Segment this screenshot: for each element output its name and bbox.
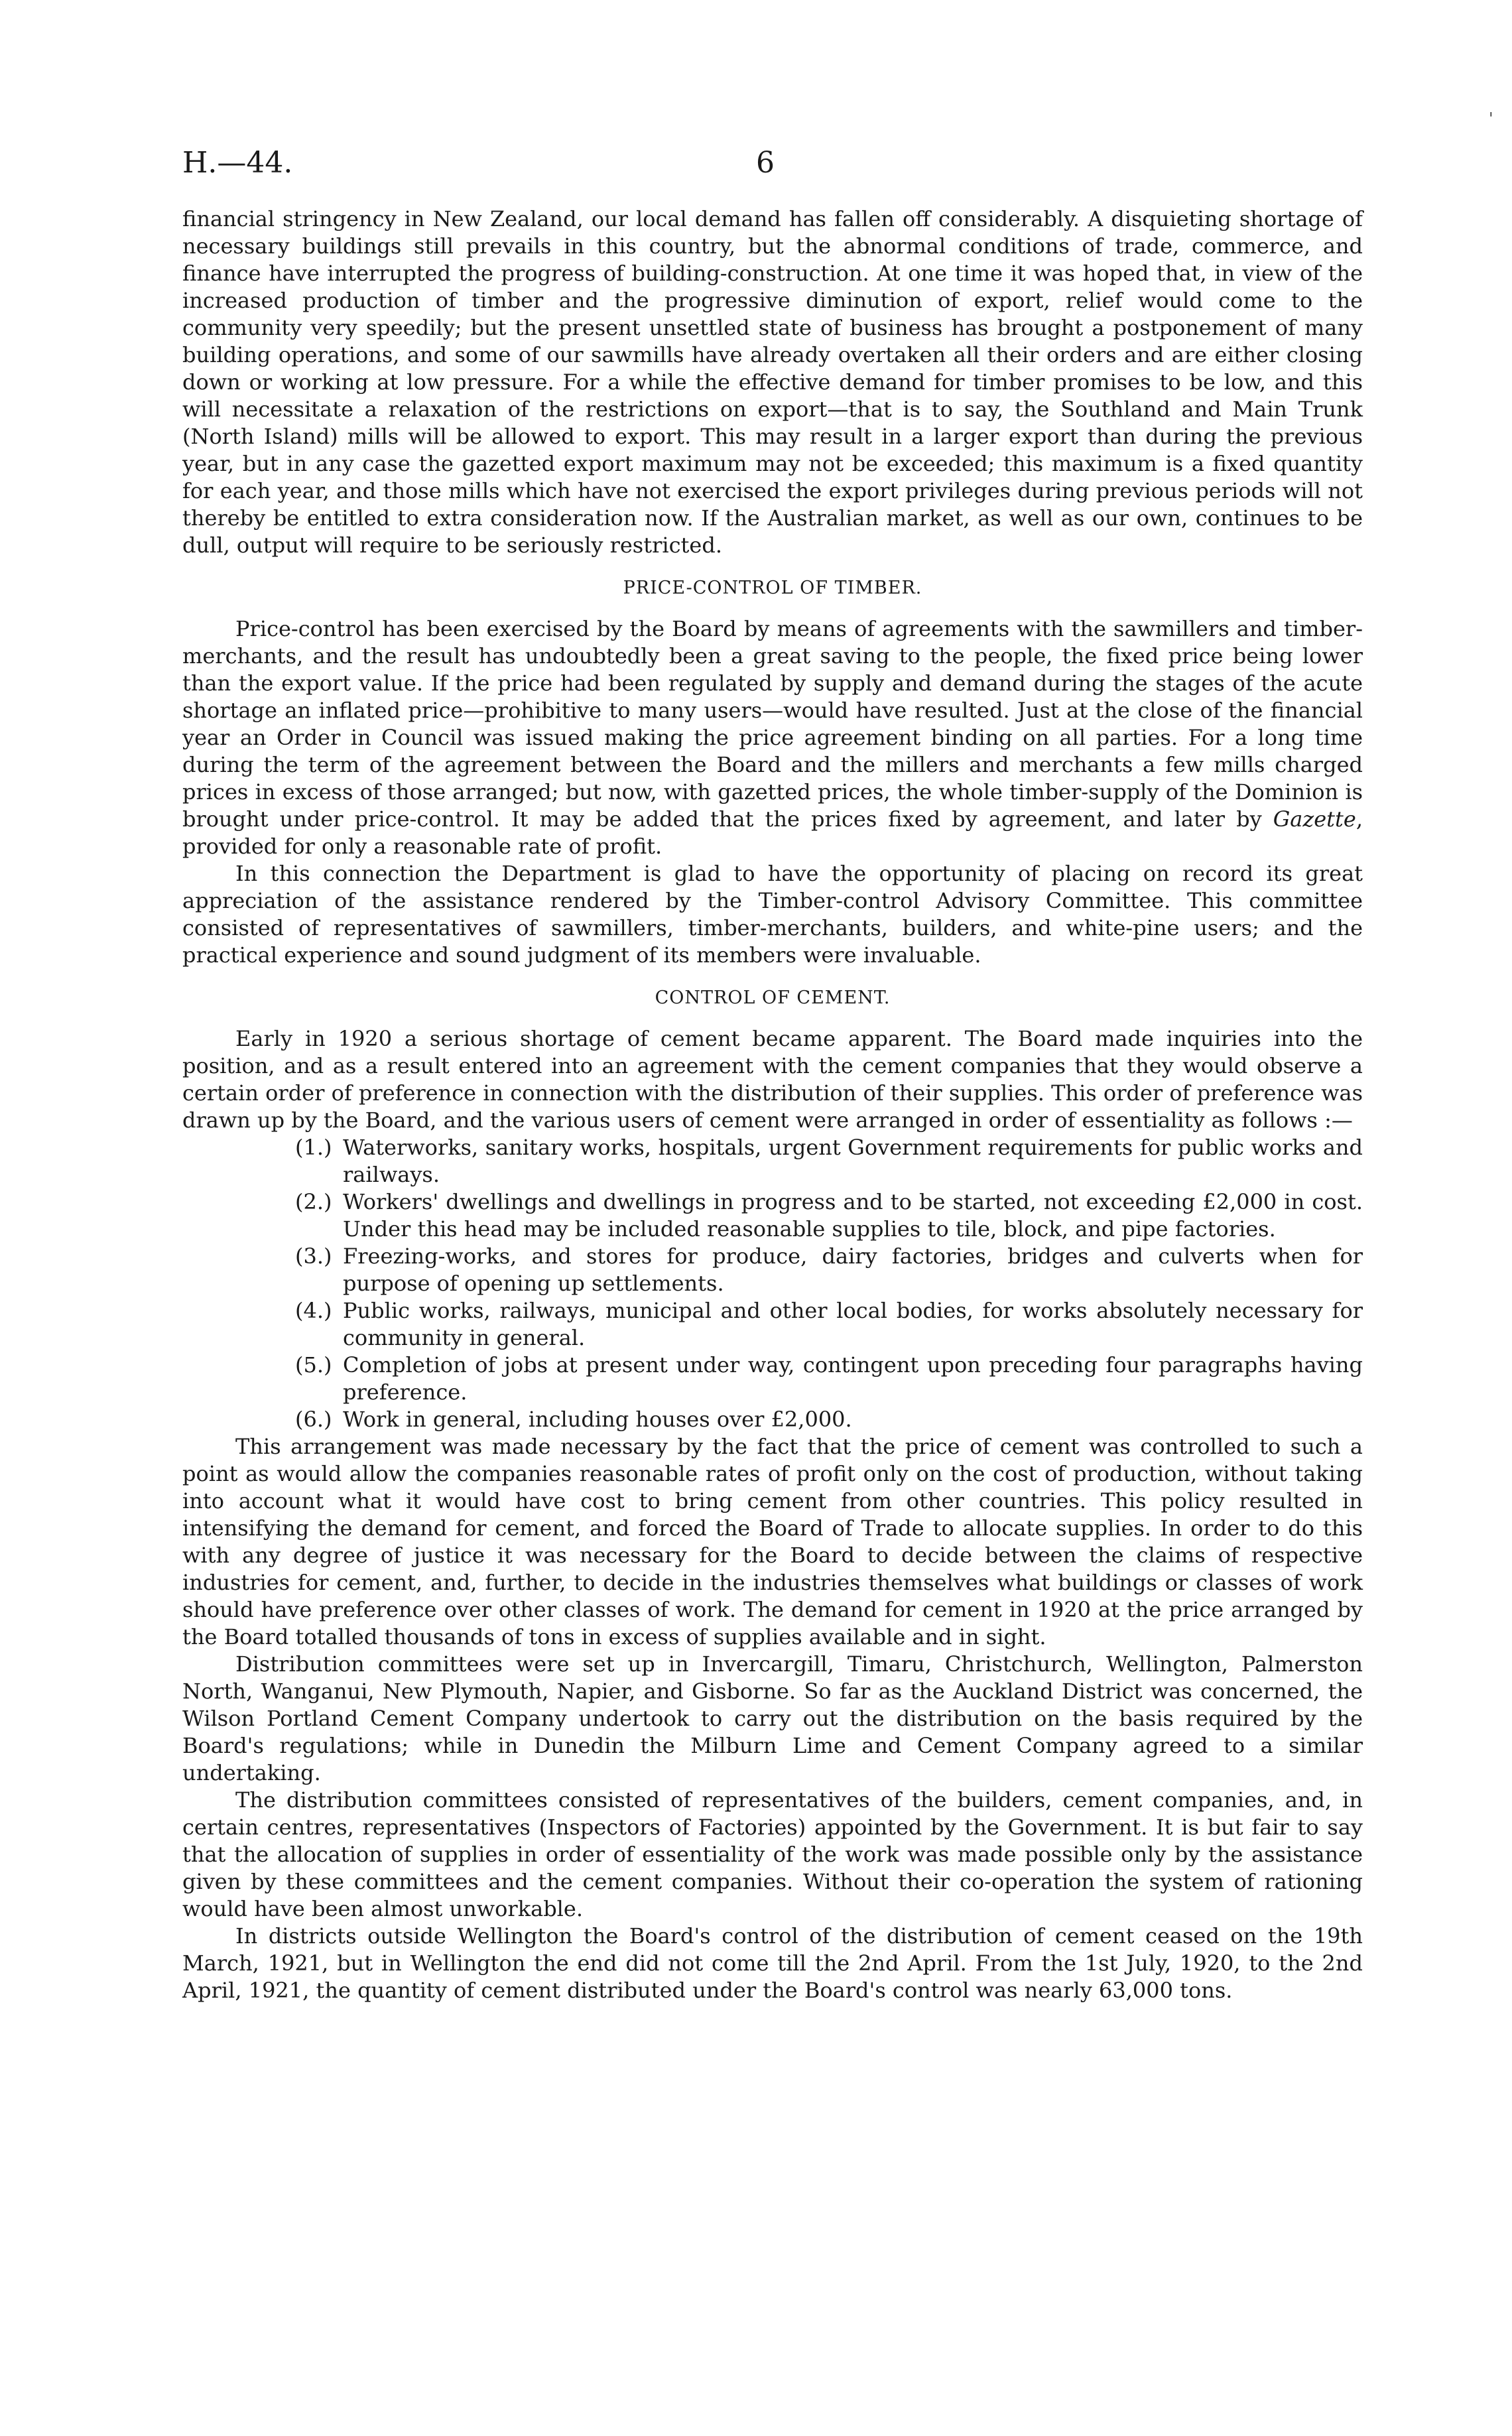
timber-paragraph-1: Price-control has been exercised by the Board by means of agreements with the sawmillers and timber-merchants, and the result has undoubtedly been a great saving to the people, the fixed price being lower than the export value. If the price had been regulated by supply and demand during the stages of the acute shortage an inflated price—prohibitive to many users—would have resulted. Just at the close of the financial year an Order in Council was issued making the price agreement binding on all parties. For a long time during the term of the agreement between the Board and the millers and merchants a few mills charged prices in excess of those arranged; but now, with gazetted prices, the whole timber-supply of the Dominion is brought under price-control. It may be added that the prices fixed by agreement, and later by Gazette, provided for only a reasonable rate of profit.	[182, 616, 1363, 859]
gazette-italic: Gazette	[1273, 806, 1356, 832]
document-page	[182, 146, 1363, 2004]
margin-mark: '	[1489, 109, 1493, 128]
preference-item: (6.) Work in general, including houses over £2,000.	[295, 1407, 852, 1432]
preference-item: (2.) Workers' dwellings and dwellings in progress and to be started, not exceeding £2,000 in cost. Under this head may be included reasonable supplies to tile, block, and pipe factories.	[295, 1189, 1363, 1242]
page-number: 6	[756, 146, 775, 180]
cement-paragraph-2: This arrangement was made necessary by the fact that the price of cement was controlled to such a point as would allow the companies reasonable rates of profit only on the cost of production, without taking into account what it would have cost to bring cement from other countries. This policy resulted in intensifying the demand for cement, and forced the Board of Trade to allocate supplies. In order to do this with any degree of justice it was necessary for the Board to decide between the claims of respective industries for cement, and, further, to decide in the industries themselves what buildings or classes of work should have preference over other classes of work. The demand for cement in 1920 at the price arranged by the Board totalled thousands of tons in excess of supplies available and in sight.	[182, 1434, 1363, 1649]
preference-item: (5.) Completion of jobs at present under way, contingent upon preceding four paragraphs having preference.	[295, 1352, 1363, 1405]
preference-item: (1.) Waterworks, sanitary works, hospitals, urgent Government requirements for public works and railways.	[295, 1135, 1363, 1187]
timber-paragraph-2: In this connection the Department is glad to have the opportunity of placing on record its great appreciation of the assistance rendered by the Timber-control Advisory Committee. This committee consisted of representatives of sawmillers, timber-merchants, builders, and white-pine users; and the practical experience and sound judgment of its members were invaluable.	[182, 861, 1363, 968]
preference-list	[182, 1134, 1363, 1433]
intro-paragraph: financial stringency in New Zealand, our local demand has fallen off considerably. A disquieting shortage of necessary buildings still prevails in this country, but the abnormal conditions of trade, commerce, and finance have interrupted the progress of building-construction. At one time it was hoped that, in view of the increased production of timber and the progressive diminution of export, relief would come to the community very speedily; but the present unsettled state of business has brought a postponement of many building operations, and some of our sawmills have already overtaken all their orders and are either closing down or working at low pressure. For a while the effective demand for timber promises to be low, and this will necessitate a relaxation of the restrictions on export—that is to say, the Southland and Main Trunk (North Island) mills will be allowed to export. This may result in a larger export than during the previous year, but in any case the gazetted export maximum may not be exceeded; this maximum is a fixed quantity for each year, and those mills which have not exercised the export privileges during previous periods will not thereby be entitled to extra consideration now. If the Australian market, as well as our own, continues to be dull, output will require to be seriously restricted.	[182, 206, 1363, 558]
cement-paragraph-4: The distribution committees consisted of representatives of the builders, cement companies, and, in certain centres, representatives (Inspectors of Factories) appointed by the Government. It is but fair to say that the allocation of supplies in order of essentiality of the work was made possible only by the assistance given by these committees and the cement companies. Without their co-operation the system of rationing would have been almost unworkable.	[182, 1787, 1363, 1921]
cement-paragraph-3: Distribution committees were set up in Invercargill, Timaru, Christchurch, Wellington, Palmerston North, Wanganui, New Plymouth, Napier, and Gisborne. So far as the Auckland District was concerned, the Wilson Portland Cement Company undertook to carry out the distribution on the basis required by the Board's regulations; while in Dunedin the Milburn Lime and Cement Company agreed to a similar undertaking.	[182, 1651, 1363, 1785]
section-heading-cement: CONTROL OF CEMENT.	[655, 988, 891, 1008]
cement-paragraph-1: Early in 1920 a serious shortage of cement became apparent. The Board made inquiries into the position, and as a result entered into an agreement with the cement companies that they would observe a certain order of preference in connection with the distribution of their supplies. This order of preference was drawn up by the Board, and the various users of cement were arranged in order of essentiality as follows :—	[182, 1026, 1363, 1133]
document-reference: H.—44.	[182, 146, 293, 180]
page-header	[182, 146, 1363, 206]
section-heading-timber: PRICE-CONTROL OF TIMBER.	[623, 578, 922, 598]
cement-paragraph-5: In districts outside Wellington the Board's control of the distribution of cement ceased on the 19th March, 1921, but in Wellington the end did not come till the 2nd April. From the 1st July, 1920, to the 2nd April, 1921, the quantity of cement distributed under the Board's control was nearly 63,000 tons.	[182, 1923, 1363, 2003]
preference-item: (3.) Freezing-works, and stores for produce, dairy factories, bridges and culverts when for purpose of opening up settlements.	[295, 1244, 1363, 1296]
preference-item: (4.) Public works, railways, municipal and other local bodies, for works absolutely necessary for community in general.	[295, 1298, 1363, 1350]
